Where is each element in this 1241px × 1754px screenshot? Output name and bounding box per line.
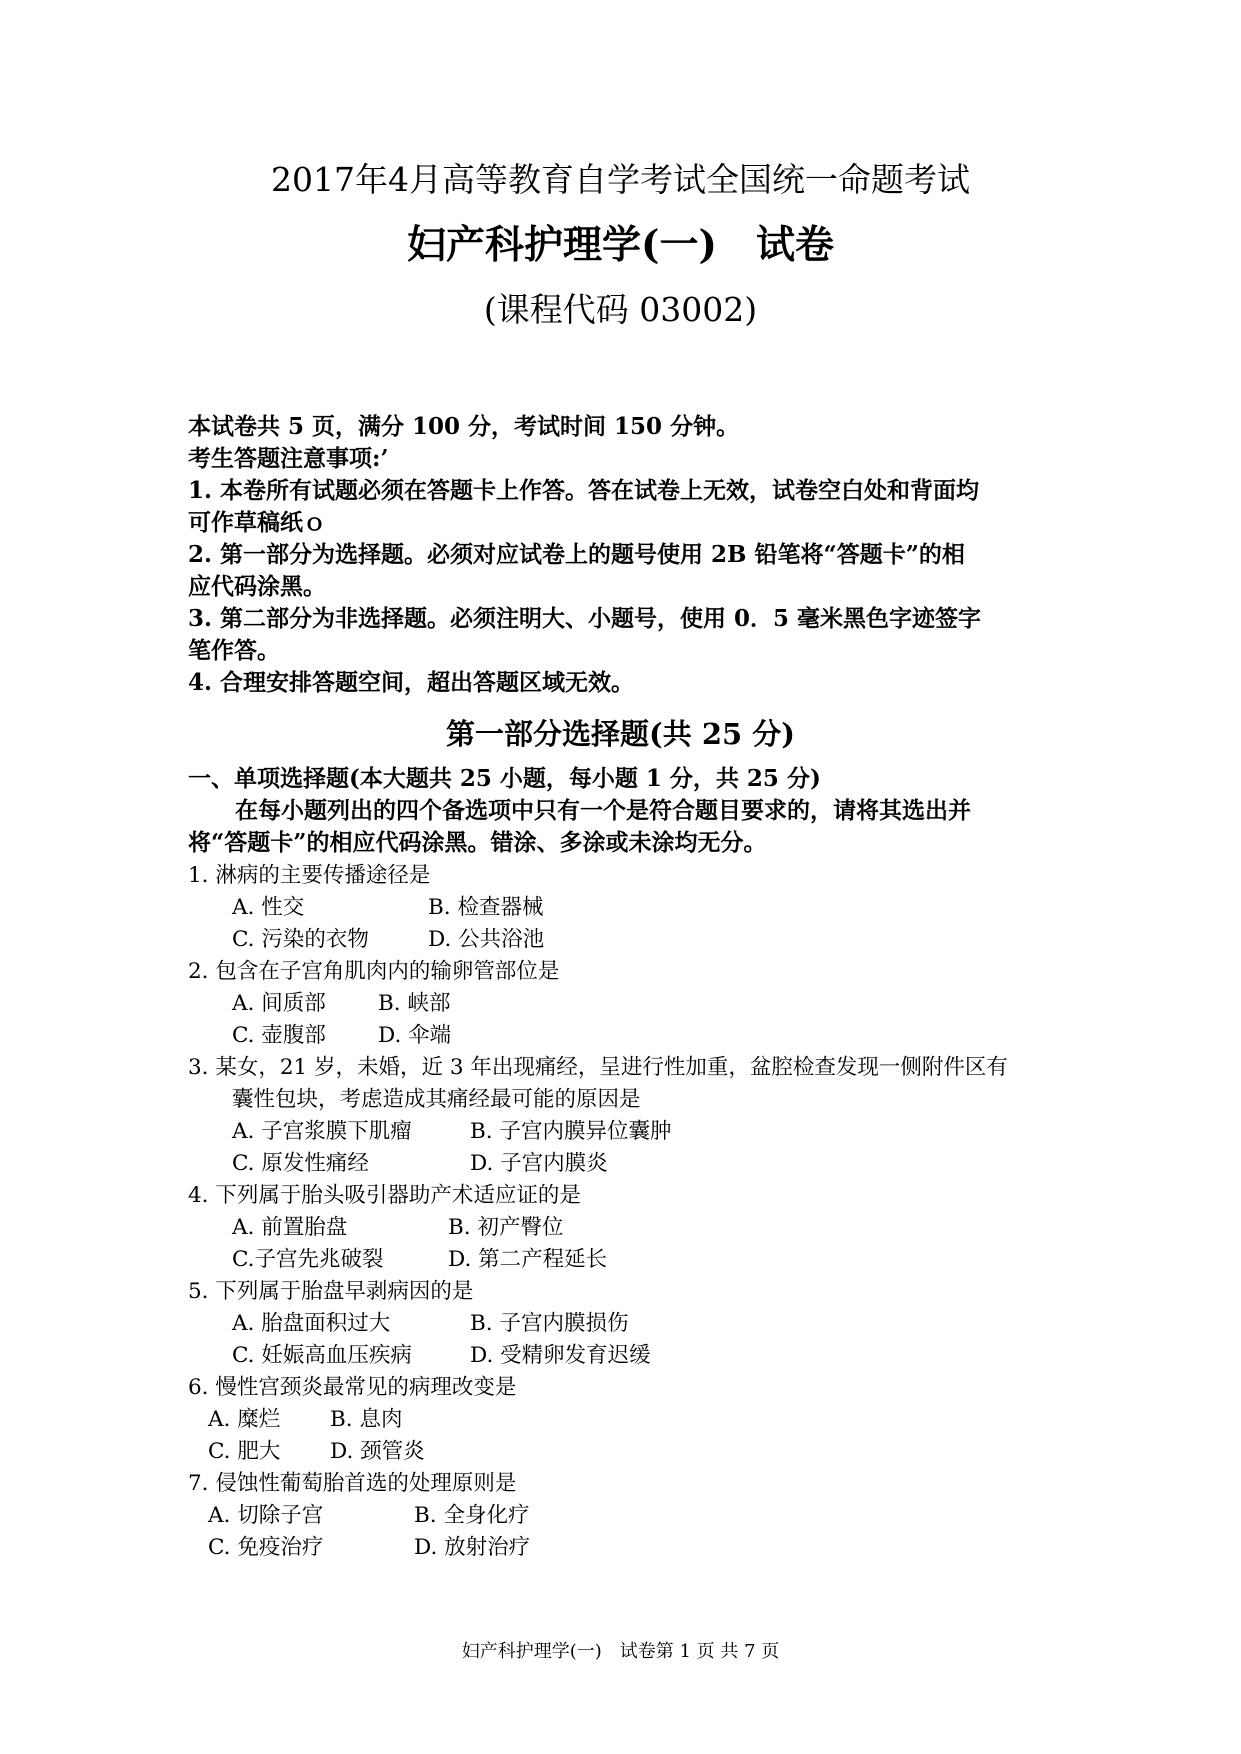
- question-option: A. 糜烂: [208, 1407, 281, 1432]
- question-option: B. 初产臀位: [448, 1215, 564, 1240]
- question-option: C. 壶腹部: [232, 1023, 326, 1048]
- section-title: 一、单项选择题(本大题共 25 小题，每小题 1 分，共 25 分): [188, 765, 821, 792]
- exam-summary: 本试卷共 5 页，满分 100 分，考试时间 150 分钟。: [188, 413, 740, 440]
- note-line: 笔作答。: [188, 637, 280, 664]
- question-option: C. 肥大: [208, 1439, 281, 1464]
- question-option: A. 胎盘面积过大: [232, 1311, 391, 1336]
- question-option: C. 原发性痛经: [232, 1151, 369, 1176]
- question-stem: 7. 侵蚀性葡萄胎首选的处理原则是: [188, 1471, 517, 1496]
- question-stem: 2. 包含在子宫角肌肉内的输卵管部位是: [188, 959, 560, 984]
- question-option: A. 子宫浆膜下肌瘤: [232, 1119, 412, 1144]
- question-option: A. 切除子宫: [208, 1503, 324, 1528]
- note-line: 应代码涂黑。: [188, 573, 326, 600]
- notes-heading: 考生答题注意事项:’: [188, 445, 389, 472]
- question-option: C. 免疫治疗: [208, 1535, 324, 1560]
- question-stem-continued: 囊性包块，考虑造成其痛经最可能的原因是: [232, 1087, 641, 1112]
- note-line: 4. 合理安排答题空间，超出答题区域无效。: [188, 669, 635, 696]
- question-option: A. 性交: [232, 895, 305, 920]
- question-option: B. 峡部: [378, 991, 451, 1016]
- part-one-title: 第一部分选择题(共 25 分): [446, 717, 795, 751]
- question-stem: 1. 淋病的主要传播途径是: [188, 863, 431, 888]
- note-line: 3. 第二部分为非选择题。必须注明大、小题号，使用 0．5 毫米黑色字迹签字: [188, 605, 982, 632]
- note-line: 2. 第一部分为选择题。必须对应试卷上的题号使用 2B 铅笔将“答题卡”的相: [188, 541, 965, 568]
- question-option: C. 污染的衣物: [232, 927, 369, 952]
- question-stem: 4. 下列属于胎头吸引器助产术适应证的是: [188, 1183, 581, 1208]
- question-option: D. 子宫内膜炎: [470, 1151, 608, 1176]
- note-line: 可作草稿纸ｏ: [188, 509, 326, 536]
- question-stem: 5. 下列属于胎盘早剥病因的是: [188, 1279, 474, 1304]
- question-option: D. 颈管炎: [330, 1439, 425, 1464]
- section-description: 将“答题卡”的相应代码涂黑。错涂、多涂或未涂均无分。: [188, 829, 767, 856]
- paper-title: 妇产科护理学(一) 试卷: [407, 222, 834, 268]
- question-stem: 6. 慢性宫颈炎最常见的病理改变是: [188, 1375, 517, 1400]
- course-code: (课程代码 03002): [483, 290, 758, 329]
- page-footer: 妇产科护理学(一) 试卷第 1 页 共 7 页: [461, 1641, 780, 1662]
- section-description: 在每小题列出的四个备选项中只有一个是符合题目要求的，请将其选出并: [235, 797, 971, 824]
- question-option: D. 受精卵发育迟缓: [470, 1343, 651, 1368]
- question-option: B. 息肉: [330, 1407, 403, 1432]
- question-option: C.子宫先兆破裂: [232, 1247, 384, 1272]
- question-option: B. 检查器械: [428, 895, 544, 920]
- question-option: B. 全身化疗: [414, 1503, 530, 1528]
- note-line: 1. 本卷所有试题必须在答题卡上作答。答在试卷上无效，试卷空白处和背面均: [188, 477, 980, 504]
- exam-title: 2017年4月高等教育自学考试全国统一命题考试: [271, 160, 970, 199]
- question-option: A. 前置胎盘: [232, 1215, 348, 1240]
- question-option: D. 公共浴池: [428, 927, 545, 952]
- question-stem: 3. 某女，21 岁，未婚，近 3 年出现痛经，呈进行性加重，盆腔检查发现一侧附件区有: [188, 1055, 1008, 1080]
- question-option: D. 第二产程延长: [448, 1247, 608, 1272]
- question-option: C. 妊娠高血压疾病: [232, 1343, 412, 1368]
- question-option: B. 子宫内膜损伤: [470, 1311, 629, 1336]
- question-option: D. 放射治疗: [414, 1535, 531, 1560]
- question-option: A. 间质部: [232, 991, 326, 1016]
- question-option: B. 子宫内膜异位囊肿: [470, 1119, 672, 1144]
- question-option: D. 伞端: [378, 1023, 452, 1048]
